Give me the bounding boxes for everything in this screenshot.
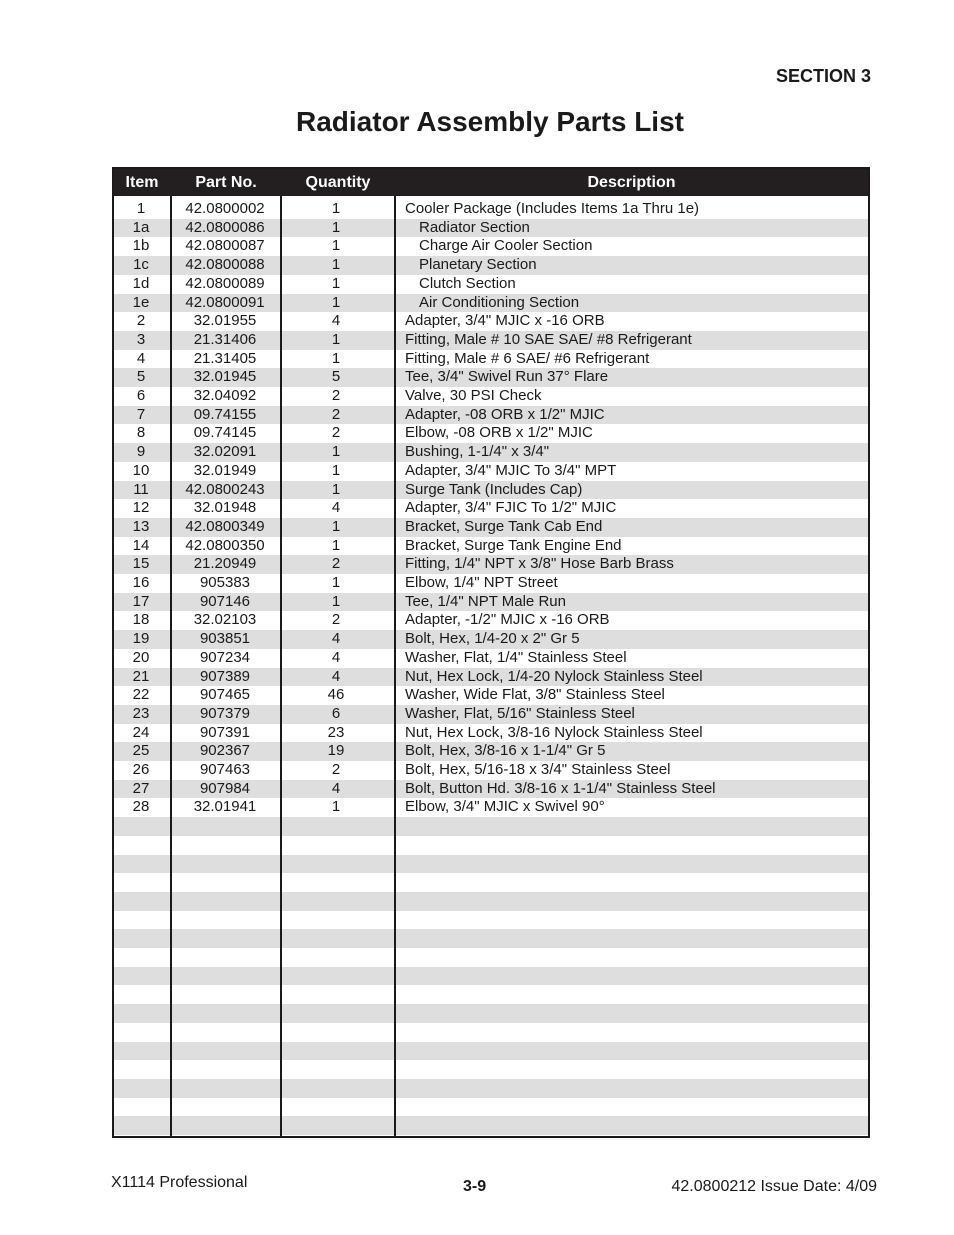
part-number-cell: 32.01941 bbox=[193, 798, 257, 816]
quantity-cell: 4 bbox=[331, 667, 341, 685]
description-cell: Bracket, Surge Tank Cab End bbox=[405, 517, 603, 535]
description-cell: Fitting, Male # 6 SAE/ #6 Refrigerant bbox=[405, 349, 650, 367]
row-stripe bbox=[114, 1079, 868, 1098]
quantity-cell: 1 bbox=[331, 574, 341, 591]
description-cell: Planetary Section bbox=[419, 256, 537, 274]
item-cell: 5 bbox=[136, 368, 146, 386]
part-number-cell: 42.0800087 bbox=[185, 237, 265, 255]
column-divider bbox=[280, 196, 282, 1136]
table-row bbox=[114, 275, 868, 294]
row-stripe bbox=[114, 817, 868, 836]
part-number-cell: 905383 bbox=[199, 574, 251, 591]
table-row bbox=[114, 219, 868, 238]
description-cell: Adapter, 3/4" MJIC x -16 ORB bbox=[405, 312, 605, 330]
item-cell: 23 bbox=[132, 704, 150, 722]
quantity-cell: 1 bbox=[331, 443, 341, 461]
item-cell: 22 bbox=[132, 686, 150, 704]
table-row bbox=[114, 200, 868, 219]
table-row bbox=[114, 424, 868, 443]
part-number-cell: 907234 bbox=[199, 648, 251, 666]
quantity-cell: 6 bbox=[331, 704, 341, 722]
item-cell: 14 bbox=[132, 536, 150, 554]
row-stripe bbox=[114, 855, 868, 874]
quantity-cell: 46 bbox=[327, 686, 345, 704]
description-cell: Washer, Flat, 5/16" Stainless Steel bbox=[405, 704, 635, 722]
item-cell: 12 bbox=[132, 499, 150, 517]
row-stripe bbox=[114, 1004, 868, 1023]
table-row bbox=[114, 798, 868, 817]
description-cell: Bolt, Hex, 5/16-18 x 3/4" Stainless Steel bbox=[405, 761, 671, 778]
part-number-cell: 42.0800088 bbox=[185, 256, 265, 274]
table-row bbox=[114, 649, 868, 668]
quantity-cell: 1 bbox=[331, 274, 341, 292]
parts-table bbox=[112, 167, 870, 1138]
table-row bbox=[114, 387, 868, 406]
part-number-cell: 32.01955 bbox=[193, 312, 257, 330]
description-cell: Adapter, 3/4" FJIC To 1/2" MJIC bbox=[405, 499, 617, 517]
quantity-cell: 2 bbox=[331, 387, 341, 404]
row-stripe bbox=[114, 1116, 868, 1135]
description-cell: Nut, Hex Lock, 3/8-16 Nylock Stainless Steel bbox=[405, 723, 703, 741]
table-row bbox=[114, 574, 868, 593]
description-cell: Adapter, -1/2" MJIC x -16 ORB bbox=[405, 611, 610, 629]
quantity-cell: 1 bbox=[331, 517, 341, 535]
table-row bbox=[114, 668, 868, 687]
description-cell: Bracket, Surge Tank Engine End bbox=[405, 536, 622, 554]
table-row bbox=[114, 406, 868, 425]
description-cell: Adapter, -08 ORB x 1/2" MJIC bbox=[405, 405, 605, 423]
quantity-cell: 1 bbox=[331, 218, 341, 236]
description-cell: Tee, 3/4" Swivel Run 37° Flare bbox=[405, 368, 609, 386]
table-row bbox=[114, 237, 868, 256]
column-divider bbox=[170, 196, 172, 1136]
part-number-cell: 42.0800349 bbox=[185, 517, 265, 535]
description-cell: Charge Air Cooler Section bbox=[419, 237, 593, 255]
row-stripe bbox=[114, 967, 868, 986]
item-cell: 27 bbox=[132, 779, 150, 797]
table-row bbox=[114, 312, 868, 331]
part-number-cell: 32.01949 bbox=[193, 461, 257, 479]
table-row bbox=[114, 518, 868, 537]
description-cell: Bushing, 1-1/4" x 3/4" bbox=[405, 443, 550, 461]
table-row bbox=[114, 294, 868, 313]
description-cell: Air Conditioning Section bbox=[419, 293, 580, 311]
description-cell: Fitting, Male # 10 SAE SAE/ #8 Refrigerant bbox=[405, 330, 692, 348]
table-row bbox=[114, 331, 868, 350]
quantity-cell: 1 bbox=[331, 592, 341, 610]
description-cell: Cooler Package (Includes Items 1a Thru 1e) bbox=[405, 200, 700, 217]
description-cell: Radiator Section bbox=[419, 218, 530, 236]
item-cell: 1c bbox=[133, 256, 149, 274]
description-cell: Bolt, Button Hd. 3/8-16 x 1-1/4" Stainless Steel bbox=[405, 779, 716, 797]
part-number-cell: 42.0800086 bbox=[185, 218, 265, 236]
description-cell: Elbow, 3/4" MJIC x Swivel 90° bbox=[405, 798, 605, 816]
item-cell: 15 bbox=[132, 555, 150, 573]
item-cell: 9 bbox=[136, 443, 146, 461]
quantity-cell: 1 bbox=[331, 480, 341, 498]
quantity-cell: 1 bbox=[331, 798, 341, 816]
part-number-cell: 42.0800243 bbox=[185, 480, 265, 498]
part-number-cell: 907146 bbox=[199, 592, 251, 610]
quantity-cell: 19 bbox=[327, 742, 345, 760]
part-number-cell: 907391 bbox=[199, 723, 251, 741]
quantity-cell: 4 bbox=[331, 312, 341, 330]
part-number-cell: 09.74155 bbox=[193, 405, 257, 423]
table-row bbox=[114, 462, 868, 481]
item-cell: 18 bbox=[132, 611, 150, 629]
item-cell: 26 bbox=[132, 761, 150, 778]
description-cell: Valve, 30 PSI Check bbox=[405, 387, 542, 404]
part-number-cell: 907465 bbox=[199, 686, 251, 704]
item-cell: 24 bbox=[132, 723, 150, 741]
table-row bbox=[114, 350, 868, 369]
part-number-cell: 21.31406 bbox=[193, 330, 257, 348]
quantity-cell: 4 bbox=[331, 499, 341, 517]
item-cell: 28 bbox=[132, 798, 150, 816]
part-number-cell: 42.0800091 bbox=[185, 293, 265, 311]
table-row bbox=[114, 705, 868, 724]
item-cell: 1e bbox=[132, 293, 150, 311]
description-cell: Elbow, -08 ORB x 1/2" MJIC bbox=[405, 424, 593, 442]
quantity-cell: 1 bbox=[331, 256, 341, 274]
table-row bbox=[114, 780, 868, 799]
item-cell: 25 bbox=[132, 742, 150, 760]
description-cell: Fitting, 1/4" NPT x 3/8" Hose Barb Brass bbox=[405, 555, 674, 573]
table-row bbox=[114, 761, 868, 780]
quantity-cell: 4 bbox=[331, 648, 341, 666]
item-cell: 1 bbox=[136, 200, 146, 217]
quantity-cell: 2 bbox=[331, 761, 341, 778]
table-body bbox=[114, 200, 868, 1136]
item-cell: 7 bbox=[136, 405, 146, 423]
quantity-cell: 2 bbox=[331, 555, 341, 573]
quantity-cell: 2 bbox=[331, 424, 341, 442]
table-row bbox=[114, 499, 868, 518]
part-number-cell: 32.01945 bbox=[193, 368, 257, 386]
part-number-cell: 21.20949 bbox=[193, 555, 257, 573]
page-title: Radiator Assembly Parts List bbox=[296, 106, 684, 137]
section-label: SECTION 3 bbox=[775, 66, 871, 86]
item-cell: 4 bbox=[136, 349, 146, 367]
description-cell: Washer, Wide Flat, 3/8" Stainless Steel bbox=[405, 686, 665, 704]
description-cell: Washer, Flat, 1/4" Stainless Steel bbox=[405, 648, 627, 666]
table-row bbox=[114, 724, 868, 743]
quantity-cell: 1 bbox=[331, 330, 341, 348]
description-cell: Surge Tank (Includes Cap) bbox=[405, 480, 583, 498]
quantity-cell: 23 bbox=[327, 723, 345, 741]
description-cell: Elbow, 1/4" NPT Street bbox=[405, 574, 558, 591]
part-number-cell: 21.31405 bbox=[193, 349, 257, 367]
quantity-cell: 1 bbox=[331, 200, 341, 217]
quantity-cell: 2 bbox=[331, 611, 341, 629]
part-number-cell: 32.04092 bbox=[193, 387, 257, 404]
quantity-cell: 2 bbox=[331, 405, 341, 423]
row-stripe bbox=[114, 929, 868, 948]
footer-product: X1114 Professional bbox=[111, 1174, 248, 1191]
item-cell: 17 bbox=[132, 592, 150, 610]
part-number-cell: 32.01948 bbox=[193, 499, 257, 517]
item-cell: 1b bbox=[132, 237, 150, 255]
header-description: Description bbox=[587, 174, 676, 191]
part-number-cell: 42.0800089 bbox=[185, 274, 265, 292]
item-cell: 1d bbox=[132, 274, 150, 292]
part-number-cell: 902367 bbox=[199, 742, 251, 760]
item-cell: 13 bbox=[132, 517, 150, 535]
row-stripe bbox=[114, 1042, 868, 1061]
description-cell: Adapter, 3/4" MJIC To 3/4" MPT bbox=[405, 461, 617, 479]
quantity-cell: 1 bbox=[331, 293, 341, 311]
quantity-cell: 1 bbox=[331, 237, 341, 255]
part-number-cell: 42.0800350 bbox=[185, 536, 265, 554]
part-number-cell: 907463 bbox=[199, 761, 251, 778]
item-cell: 2 bbox=[136, 312, 146, 330]
table-header bbox=[114, 169, 868, 196]
part-number-cell: 09.74145 bbox=[193, 424, 257, 442]
item-cell: 21 bbox=[132, 667, 150, 685]
part-number-cell: 907984 bbox=[199, 779, 251, 797]
quantity-cell: 1 bbox=[331, 461, 341, 479]
quantity-cell: 1 bbox=[331, 349, 341, 367]
footer-doc-info: 42.0800212 Issue Date: 4/09 bbox=[671, 1178, 877, 1195]
table-row bbox=[114, 537, 868, 556]
table-row bbox=[114, 630, 868, 649]
table-row bbox=[114, 555, 868, 574]
item-cell: 19 bbox=[132, 630, 150, 648]
footer-page-number: 3-9 bbox=[463, 1178, 487, 1195]
quantity-cell: 4 bbox=[331, 630, 341, 648]
part-number-cell: 42.0800002 bbox=[185, 200, 265, 217]
row-stripe bbox=[114, 892, 868, 911]
description-cell: Clutch Section bbox=[419, 274, 516, 292]
part-number-cell: 907379 bbox=[199, 704, 251, 722]
header-part-no: Part No. bbox=[195, 174, 257, 191]
quantity-cell: 1 bbox=[331, 536, 341, 554]
item-cell: 20 bbox=[132, 648, 150, 666]
item-cell: 11 bbox=[133, 480, 149, 498]
part-number-cell: 907389 bbox=[199, 667, 251, 685]
description-cell: Bolt, Hex, 3/8-16 x 1-1/4" Gr 5 bbox=[405, 742, 606, 760]
part-number-cell: 32.02091 bbox=[193, 443, 257, 461]
description-cell: Nut, Hex Lock, 1/4-20 Nylock Stainless Steel bbox=[405, 667, 703, 685]
part-number-cell: 903851 bbox=[199, 630, 251, 648]
quantity-cell: 5 bbox=[331, 368, 341, 386]
item-cell: 10 bbox=[132, 461, 150, 479]
part-number-cell: 32.02103 bbox=[193, 611, 257, 629]
header-quantity: Quantity bbox=[305, 174, 371, 191]
table-row bbox=[114, 443, 868, 462]
column-divider bbox=[394, 196, 396, 1136]
table-row bbox=[114, 368, 868, 387]
table-row bbox=[114, 611, 868, 630]
item-cell: 16 bbox=[132, 574, 150, 591]
item-cell: 1a bbox=[132, 218, 150, 236]
item-cell: 3 bbox=[136, 330, 146, 348]
description-cell: Tee, 1/4" NPT Male Run bbox=[405, 592, 566, 610]
table-row bbox=[114, 256, 868, 275]
table-row bbox=[114, 686, 868, 705]
item-cell: 6 bbox=[136, 387, 146, 404]
table-row bbox=[114, 742, 868, 761]
table-row bbox=[114, 593, 868, 612]
header-item: Item bbox=[125, 174, 159, 191]
item-cell: 8 bbox=[136, 424, 146, 442]
description-cell: Bolt, Hex, 1/4-20 x 2" Gr 5 bbox=[405, 630, 580, 648]
table-row bbox=[114, 481, 868, 500]
quantity-cell: 4 bbox=[331, 779, 341, 797]
